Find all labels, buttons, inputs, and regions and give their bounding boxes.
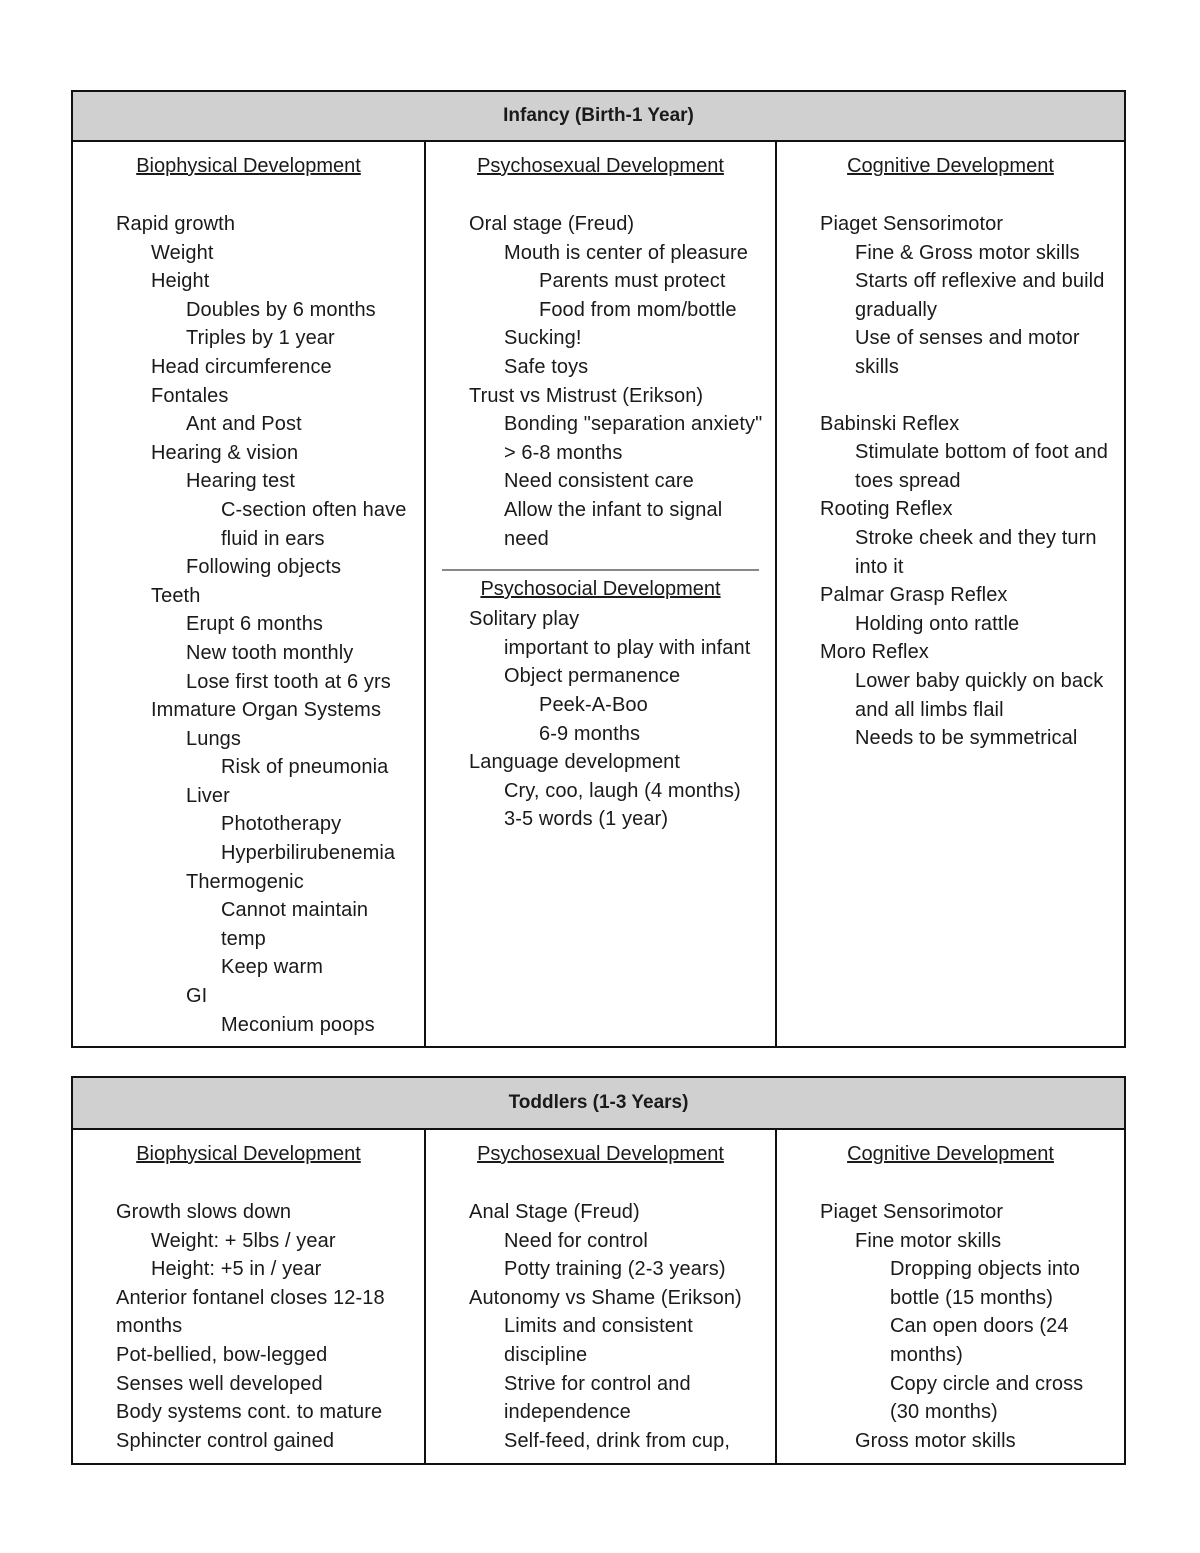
list-item-text: Fine motor skills [855, 1229, 1002, 1252]
list-item [785, 667, 1116, 724]
item-list [81, 1198, 416, 1455]
list-item-text: Senses well developed [116, 1372, 323, 1395]
list-item [81, 439, 416, 468]
infancy-cognitive-column [775, 142, 1124, 1046]
list-item [81, 1370, 416, 1399]
list-item-text: Autonomy vs Shame (Erikson) [469, 1286, 742, 1309]
list-item-text: Head circumference [151, 355, 332, 378]
list-item [434, 1312, 767, 1369]
list-item-text: Anal Stage (Freud) [469, 1201, 640, 1223]
toddlers-table [71, 1076, 1126, 1465]
list-item-text: Anterior fontanel closes 12-18 months [116, 1286, 385, 1338]
list-item-text: Stimulate bottom of foot and toes spread [855, 441, 1108, 492]
list-item [434, 239, 767, 268]
list-item [785, 495, 1116, 524]
list-item-text: Lungs [186, 727, 241, 750]
infancy-biophysical-column [73, 142, 424, 1046]
list-item [81, 810, 416, 839]
list-item [81, 953, 416, 982]
list-item [785, 581, 1116, 610]
list-item-text: Thermogenic [186, 870, 304, 893]
list-item-text: Moro Reflex [820, 641, 929, 664]
list-item-text: Stroke cheek and they turn into it [855, 526, 1097, 578]
list-item [434, 1284, 767, 1313]
list-item-text: Potty training (2-3 years) [504, 1258, 726, 1281]
list-item [434, 662, 767, 691]
list-item [81, 210, 416, 239]
list-item-text: Language development [469, 751, 681, 774]
list-item [81, 553, 416, 582]
list-item-text: Starts off reflexive and build gradually [855, 270, 1105, 321]
list-item [434, 1427, 767, 1456]
list-item [434, 410, 767, 467]
list-item [785, 239, 1116, 268]
list-item [785, 1227, 1116, 1256]
list-item [81, 1255, 416, 1284]
list-item-text: Trust vs Mistrust (Erikson) [469, 384, 704, 407]
list-item-text: Allow the infant to signal need [504, 498, 723, 550]
list-item [81, 467, 416, 496]
item-list [434, 210, 767, 553]
list-item-text: Food from mom/bottle [539, 298, 737, 321]
list-item [81, 696, 416, 725]
list-item [785, 324, 1116, 381]
list-item [434, 720, 767, 749]
column-heading: Psychosexual Development [477, 1143, 724, 1165]
list-item-text: Limits and consistent discipline [504, 1315, 693, 1366]
list-item-text: Copy circle and cross (30 months) [890, 1372, 1084, 1424]
list-item [785, 524, 1116, 581]
list-item [434, 324, 767, 353]
column-heading: Cognitive Development [847, 155, 1054, 177]
list-item-text: Babinski Reflex [820, 412, 960, 435]
list-item-text: Oral stage (Freud) [469, 213, 635, 235]
list-item [434, 1370, 767, 1427]
subsection-heading: Psychosocial Development [480, 578, 721, 601]
toddlers-biophysical-column [73, 1130, 424, 1463]
item-list [785, 210, 1116, 753]
column-heading: Biophysical Development [136, 155, 361, 177]
list-item-text: Object permanence [504, 665, 681, 688]
list-item [81, 1341, 416, 1370]
list-item-text: GI [186, 985, 208, 1008]
list-item [434, 382, 767, 411]
list-item-text: Fine & Gross motor skills [855, 241, 1080, 264]
list-item-text: Pot-bellied, bow-legged [116, 1343, 328, 1366]
list-item-text: Solitary play [469, 608, 580, 631]
list-item [81, 668, 416, 697]
list-item-text: Height [151, 270, 210, 293]
list-item-text: Use of senses and motor skills [855, 327, 1080, 378]
list-item-text: Dropping objects into bottle (15 months) [890, 1258, 1080, 1309]
list-item [434, 1255, 767, 1284]
list-item-text: Need for control [504, 1229, 648, 1252]
list-item-text: Self-feed, drink from cup, [504, 1429, 731, 1452]
list-item-text: Cannot maintain temp [221, 899, 369, 950]
list-item-text: Can open doors (24 months) [890, 1315, 1069, 1366]
list-item [785, 210, 1116, 239]
list-item [434, 267, 767, 296]
list-item [785, 724, 1116, 753]
list-item [434, 748, 767, 777]
list-item [81, 324, 416, 353]
list-item [434, 691, 767, 720]
list-item [81, 753, 416, 782]
item-list [785, 1198, 1116, 1455]
list-item [785, 410, 1116, 439]
list-item [434, 496, 767, 553]
list-item [81, 1227, 416, 1256]
list-item-text: Following objects [186, 556, 342, 579]
list-item-text: Risk of pneumonia [221, 756, 389, 779]
list-item-text: Need consistent care [504, 470, 694, 493]
list-item-text: Liver [186, 784, 230, 807]
list-item-text: Doubles by 6 months [186, 298, 376, 321]
list-item-text: Peek-A-Boo [539, 693, 648, 716]
list-item [785, 1198, 1116, 1227]
list-item-text: Height: +5 in / year [151, 1258, 322, 1281]
list-item-text: Weight [151, 241, 214, 264]
list-item-text: Piaget Sensorimotor [820, 213, 1004, 235]
list-item [434, 296, 767, 325]
list-item [434, 210, 767, 239]
list-item-text: Cry, coo, laugh (4 months) [504, 779, 741, 802]
list-item-text: Safe toys [504, 355, 589, 378]
list-item [434, 467, 767, 496]
list-item-text: Hyperbilirubenemia [221, 842, 396, 865]
list-item [434, 777, 767, 806]
list-item [81, 1398, 416, 1427]
column-heading: Cognitive Development [847, 1143, 1054, 1165]
list-item [785, 610, 1116, 639]
list-item-text: Palmar Grasp Reflex [820, 584, 1008, 607]
list-item-text: Keep warm [221, 956, 324, 979]
item-list [434, 1198, 767, 1455]
list-item [434, 353, 767, 382]
list-item [785, 638, 1116, 667]
list-item-text: Body systems cont. to mature [116, 1401, 383, 1424]
list-item [81, 1198, 416, 1227]
list-item-text: Parents must protect [539, 270, 726, 293]
list-item-text: Teeth [151, 584, 201, 607]
list-item-text: Piaget Sensorimotor [820, 1201, 1004, 1223]
list-item-text: C-section often have fluid in ears [221, 498, 407, 550]
list-item-text: Rapid growth [116, 213, 236, 235]
infancy-table [71, 90, 1126, 1048]
toddlers-psychosexual-column [424, 1130, 775, 1463]
list-item-text: Lower baby quickly on back and all limbs flail [855, 669, 1104, 721]
list-item-text: Hearing & vision [151, 441, 299, 464]
list-item-text: Rooting Reflex [820, 498, 953, 521]
list-item [785, 1255, 1116, 1312]
list-item [785, 1312, 1116, 1369]
section-divider [442, 569, 759, 571]
list-item [81, 353, 416, 382]
list-item-text: Holding onto rattle [855, 612, 1020, 635]
list-item [81, 868, 416, 897]
list-item [81, 839, 416, 868]
list-item [81, 896, 416, 953]
list-item [81, 725, 416, 754]
list-item-text: Phototherapy [221, 813, 342, 836]
list-item [81, 582, 416, 611]
infancy-psychosexual-column [424, 142, 775, 1046]
list-item-text: Hearing test [186, 470, 296, 493]
list-item [81, 382, 416, 411]
list-item-text: Sphincter control gained [116, 1429, 335, 1452]
list-spacer [785, 382, 1116, 410]
list-item-text: Sucking! [504, 327, 582, 350]
list-item-text: important to play with infant [504, 636, 751, 659]
list-item [81, 496, 416, 553]
item-list [434, 605, 767, 834]
infancy-title: Infancy (Birth-1 Year) [73, 92, 1124, 142]
list-item [81, 296, 416, 325]
list-item [81, 1427, 416, 1456]
list-item-text: Mouth is center of pleasure [504, 241, 748, 264]
item-list [81, 210, 416, 1039]
list-item-text: Needs to be symmetrical [855, 727, 1078, 750]
list-item-text: Gross motor skills [855, 1429, 1016, 1452]
list-item [434, 634, 767, 663]
list-item-text: Growth slows down [116, 1201, 292, 1223]
list-item-text: 6-9 months [539, 722, 641, 745]
list-item [434, 1227, 767, 1256]
toddlers-cognitive-column [775, 1130, 1124, 1463]
list-item-text: Strive for control and independence [504, 1372, 691, 1424]
list-item-text: Triples by 1 year [186, 327, 335, 350]
list-item [81, 610, 416, 639]
list-item-text: Meconium poops [221, 1013, 375, 1036]
list-item-text: Erupt 6 months [186, 613, 324, 636]
list-item [81, 782, 416, 811]
list-item [81, 1011, 416, 1040]
list-item [81, 639, 416, 668]
list-item [81, 267, 416, 296]
list-item [434, 605, 767, 634]
list-item [434, 1198, 767, 1227]
list-item-text: 3-5 words (1 year) [504, 808, 669, 831]
list-item-text: Immature Organ Systems [151, 699, 382, 722]
column-heading: Psychosexual Development [477, 155, 724, 177]
list-item [785, 267, 1116, 324]
list-item [785, 438, 1116, 495]
column-heading: Biophysical Development [136, 1143, 361, 1165]
list-item [81, 239, 416, 268]
list-item [434, 805, 767, 834]
list-item-text: Fontales [151, 384, 229, 407]
list-item-text: Lose first tooth at 6 yrs [186, 670, 391, 693]
list-item [785, 1370, 1116, 1427]
list-item-text: Ant and Post [186, 413, 302, 436]
list-item-text: New tooth monthly [186, 641, 354, 664]
list-item [81, 982, 416, 1011]
list-item-text: Bonding "separation anxiety" > 6-8 months [504, 413, 763, 464]
toddlers-title: Toddlers (1-3 Years) [73, 1078, 1124, 1130]
list-item [81, 410, 416, 439]
list-item [81, 1284, 416, 1341]
list-item [785, 1427, 1116, 1456]
list-item-text: Weight: + 5lbs / year [151, 1229, 336, 1252]
